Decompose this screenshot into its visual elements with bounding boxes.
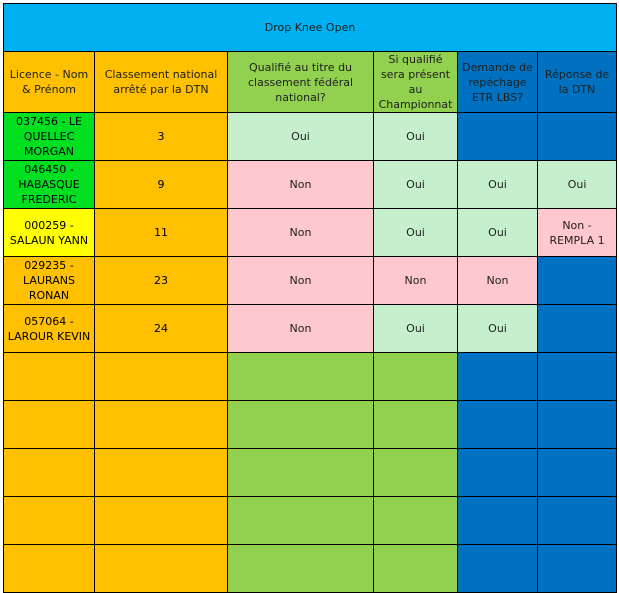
repechage-cell[interactable]: Oui — [458, 305, 538, 353]
present-cell[interactable]: Oui — [374, 161, 458, 209]
empty-cell[interactable] — [538, 449, 617, 497]
classement-cell[interactable]: 24 — [95, 305, 228, 353]
qualification-table — [3, 3, 617, 593]
header-present[interactable]: Si qualifié sera présent au Championnat — [374, 52, 458, 113]
empty-cell[interactable] — [95, 545, 228, 593]
table-row — [4, 113, 617, 161]
header-row — [4, 52, 617, 113]
reponse-cell[interactable] — [538, 305, 617, 353]
header-reponse[interactable]: Réponse de la DTN — [538, 52, 617, 113]
empty-cell[interactable] — [374, 449, 458, 497]
empty-cell[interactable] — [4, 401, 95, 449]
table-row — [4, 161, 617, 209]
empty-cell[interactable] — [458, 401, 538, 449]
empty-cell[interactable] — [4, 497, 95, 545]
empty-cell[interactable] — [228, 353, 374, 401]
empty-cell[interactable] — [228, 545, 374, 593]
qualifie-cell[interactable]: Non — [228, 161, 374, 209]
empty-row — [4, 545, 617, 593]
empty-cell[interactable] — [4, 545, 95, 593]
header-repechage[interactable]: Demande de repéchage ETR LBS? — [458, 52, 538, 113]
empty-cell[interactable] — [95, 449, 228, 497]
header-qualifie[interactable]: Qualifié au titre du classement fédéral national? — [228, 52, 374, 113]
empty-row — [4, 497, 617, 545]
classement-cell[interactable]: 3 — [95, 113, 228, 161]
empty-cell[interactable] — [95, 353, 228, 401]
present-cell[interactable]: Non — [374, 257, 458, 305]
empty-cell[interactable] — [458, 449, 538, 497]
table-row — [4, 257, 617, 305]
empty-cell[interactable] — [374, 497, 458, 545]
title-row — [4, 4, 617, 52]
present-cell[interactable]: Oui — [374, 113, 458, 161]
table-row — [4, 209, 617, 257]
empty-cell[interactable] — [458, 545, 538, 593]
empty-row — [4, 401, 617, 449]
reponse-cell[interactable] — [538, 113, 617, 161]
licence-cell[interactable]: 057064 - LAROUR KEVIN — [4, 305, 95, 353]
present-cell[interactable]: Oui — [374, 305, 458, 353]
empty-cell[interactable] — [228, 497, 374, 545]
empty-row — [4, 449, 617, 497]
qualifie-cell[interactable]: Non — [228, 209, 374, 257]
classement-cell[interactable]: 23 — [95, 257, 228, 305]
header-classement[interactable]: Classement national arrêté par la DTN — [95, 52, 228, 113]
qualifie-cell[interactable]: Non — [228, 305, 374, 353]
empty-cell[interactable] — [538, 497, 617, 545]
reponse-cell[interactable]: Oui — [538, 161, 617, 209]
classement-cell[interactable]: 9 — [95, 161, 228, 209]
empty-cell[interactable] — [374, 401, 458, 449]
repechage-cell[interactable]: Non — [458, 257, 538, 305]
empty-cell[interactable] — [538, 401, 617, 449]
licence-cell[interactable]: 029235 - LAURANS RONAN — [4, 257, 95, 305]
empty-cell[interactable] — [458, 353, 538, 401]
qualifie-cell[interactable]: Non — [228, 257, 374, 305]
classement-cell[interactable]: 11 — [95, 209, 228, 257]
empty-cell[interactable] — [95, 497, 228, 545]
present-cell[interactable]: Oui — [374, 209, 458, 257]
licence-cell[interactable]: 000259 - SALAUN YANN — [4, 209, 95, 257]
licence-cell[interactable]: 037456 - LE QUELLEC MORGAN — [4, 113, 95, 161]
repechage-cell[interactable] — [458, 113, 538, 161]
empty-cell[interactable] — [374, 545, 458, 593]
repechage-cell[interactable]: Oui — [458, 209, 538, 257]
licence-cell[interactable]: 046450 - HABASQUE FREDERIC — [4, 161, 95, 209]
empty-cell[interactable] — [538, 545, 617, 593]
empty-cell[interactable] — [538, 353, 617, 401]
header-licence[interactable]: Licence - Nom & Prénom — [4, 52, 95, 113]
empty-cell[interactable] — [458, 497, 538, 545]
reponse-cell[interactable] — [538, 257, 617, 305]
empty-cell[interactable] — [228, 401, 374, 449]
table-title[interactable]: Drop Knee Open — [4, 4, 617, 52]
empty-cell[interactable] — [4, 449, 95, 497]
reponse-cell[interactable]: Non - REMPLA 1 — [538, 209, 617, 257]
empty-cell[interactable] — [95, 401, 228, 449]
empty-cell[interactable] — [228, 449, 374, 497]
empty-cell[interactable] — [4, 353, 95, 401]
empty-row — [4, 353, 617, 401]
table-row — [4, 305, 617, 353]
repechage-cell[interactable]: Oui — [458, 161, 538, 209]
empty-cell[interactable] — [374, 353, 458, 401]
qualifie-cell[interactable]: Oui — [228, 113, 374, 161]
